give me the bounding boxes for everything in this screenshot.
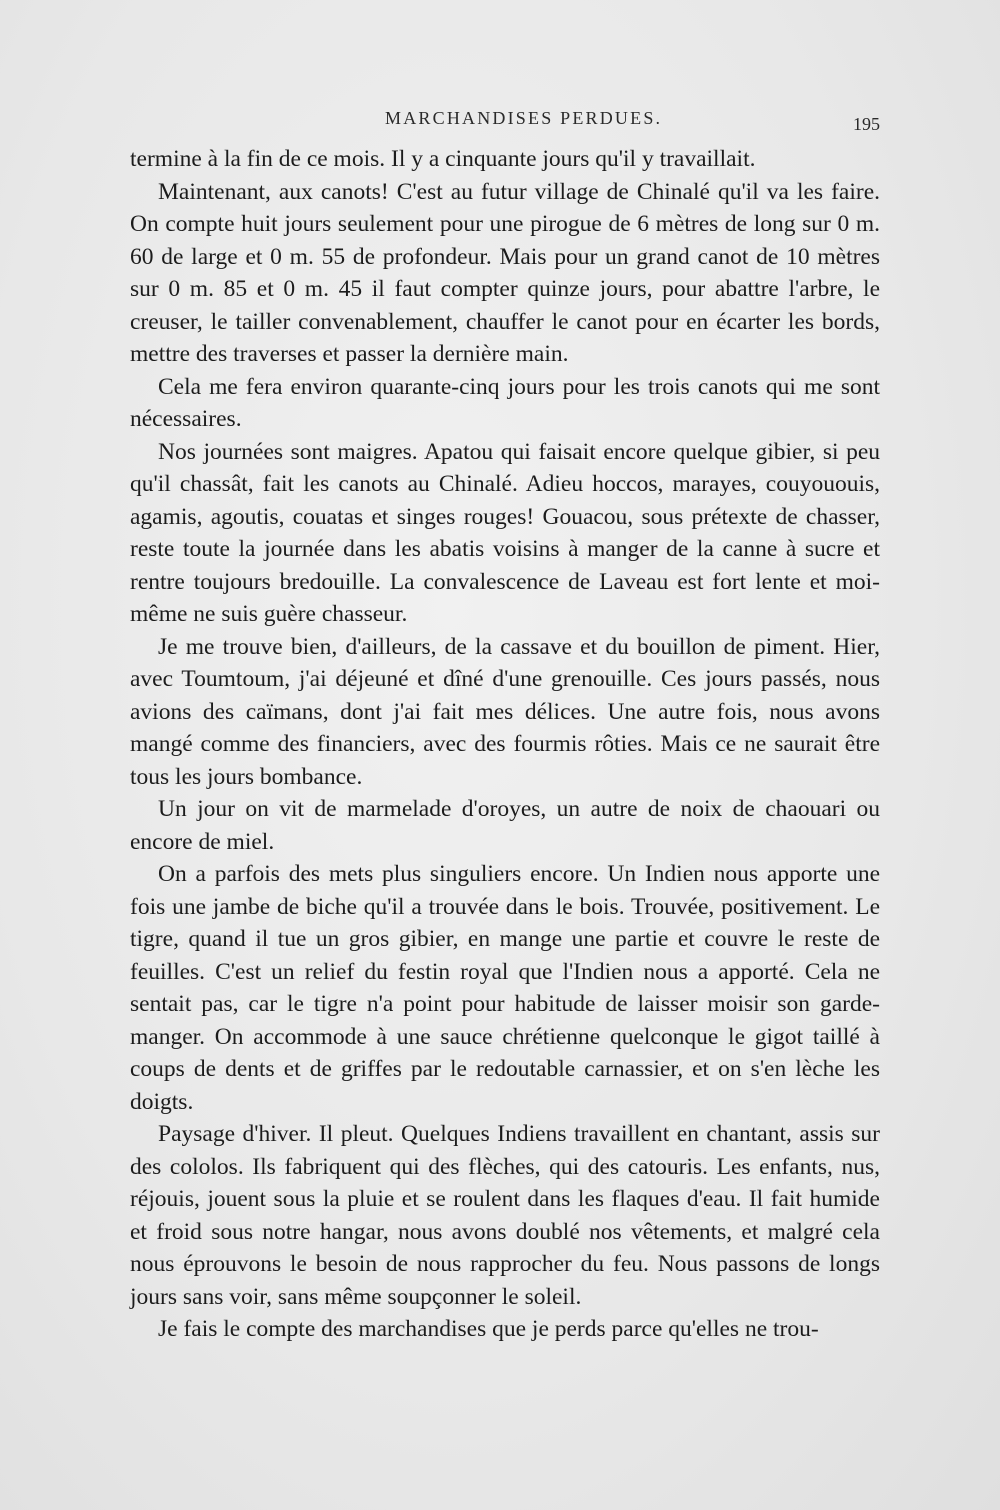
running-head — [130, 108, 880, 138]
paragraph: Un jour on vit de marmelade d'oroyes, un autre de noix de chaouari ou encore de miel. — [130, 796, 880, 855]
page-number: 195 — [853, 114, 880, 134]
paragraph: Je fais le compte des marchandises que je perds parce qu'elles ne trou- — [158, 1316, 819, 1342]
body-text — [130, 143, 880, 1346]
paragraph: Paysage d'hiver. Il pleut. Quelques Indiens travaillent en chantant, assis sur des cololos. Ils fabriquent qui des flèches, qui des catouris. Les enfants, nus, réjouis, jouent sous la pluie et se roulent dans les flaques d'eau. Il fait humide et froid sous notre hangar, nous avons doublé nos vêtements, et malgré cela nous éprouvons le besoin de nous rapprocher du feu. Nous passons de longs jours sans voir, sans même soupçonner le soleil. — [130, 1121, 880, 1310]
paragraph: On a parfois des mets plus singuliers encore. Un Indien nous apporte une fois une jambe de biche qu'il a trouvée dans le bois. Trouvée, positivement. Le tigre, quand il tue un gros gibier, en mange une partie et couvre le reste de feuilles. C'est un relief du festin royal que l'Indien nous a apporté. Cela ne sentait pas, car le tigre n'a point pour habitude de laisser moisir son garde-manger. On accommode à une sauce chrétienne quelconque le gigot taillé à coups de dents et de griffes par le redoutable carnassier, et on s'en lèche les doigts. — [130, 861, 880, 1115]
paragraph: Nos journées sont maigres. Apatou qui faisait encore quelque gibier, si peu qu'il chassât, fait les canots au Chinalé. Adieu hoccos, marayes, couyououis, agamis, agoutis, couatas et singes rouges! Gouacou, sous prétexte de chasser, reste toute la journée dans les abatis voisins à manger de la canne à sucre et rentre toujours bredouille. La convalescence de Laveau est fort lente et moi-même ne suis guère chasseur. — [130, 438, 880, 627]
paragraph: Maintenant, aux canots! C'est au futur village de Chinalé qu'il va les faire. On compte huit jours seulement pour une pirogue de 6 mètres de long sur 0 m. 60 de large et 0 m. 55 de profondeur. Mais pour un grand canot de 10 mètres sur 0 m. 85 et 0 m. 45 il faut compter quinze jours, pour abattre l'arbre, le creuser, le tailler convenablement, chauffer le canot pour en écarter les bords, mettre des traverses et passer la dernière main. — [130, 178, 880, 367]
paragraph: Cela me fera environ quarante-cinq jours pour les trois canots qui me sont nécessaires. — [130, 373, 880, 432]
paragraph-continued: termine à la fin de ce mois. Il y a cinquante jours qu'il y travaillait. — [130, 146, 756, 172]
running-title: MARCHANDISES PERDUES. — [385, 108, 663, 128]
paragraph: Je me trouve bien, d'ailleurs, de la cassave et du bouillon de piment. Hier, avec Toumtoum, j'ai déjeuné et dîné d'une grenouille. Ces jours passés, nous avions des caïmans, dont j'ai fait mes délices. Une autre fois, nous avons mangé comme des financiers, avec des fourmis rôties. Mais ce ne saurait être tous les jours bombance. — [130, 633, 880, 790]
